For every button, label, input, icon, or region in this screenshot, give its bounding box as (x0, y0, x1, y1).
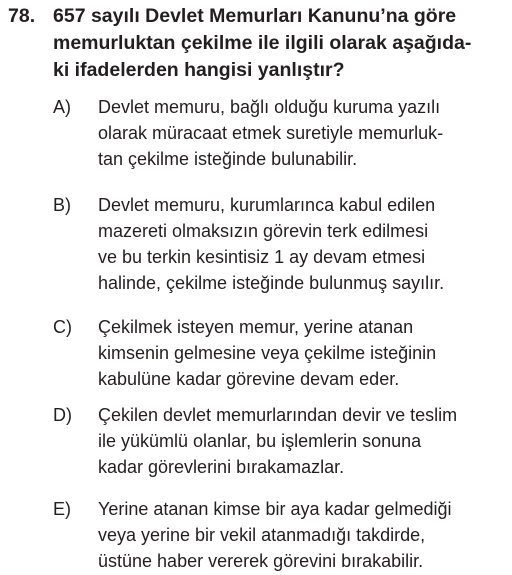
option-letter: D) (53, 405, 72, 425)
option-text-line: tan çekilme isteğinde bulunabilir. (98, 149, 358, 169)
option-text-line: Devlet memuru, bağlı olduğu kuruma yazılı (98, 97, 441, 117)
option-text-line: ile yükümlü olanlar, bu işlemlerin sonuna (98, 431, 422, 451)
option-text-line: olarak müracaat etmek suretiyle memurluk- (98, 123, 444, 143)
option-letter: E) (53, 499, 71, 519)
option-text-line: ve bu terkin kesintisiz 1 ay devam etmesi (98, 247, 426, 267)
option-text-line: Çekilen devlet memurlarından devir ve teslim (98, 405, 458, 425)
option-text-line: mazereti olmaksızın görevin terk edilmesi (98, 221, 429, 241)
option-text-line: kimsenin gelmesine veya çekilme isteğinin (98, 343, 437, 363)
option-text-line: Yerine atanan kimse bir aya kadar gelmediği (98, 499, 452, 519)
option-text-line: kadar görevlerini bırakamazlar. (98, 457, 345, 477)
option-text-line: kabulüne kadar görevine devam eder. (98, 369, 400, 389)
option-text (98, 402, 510, 480)
option-text-line: veya yerine bir vekil atanmadığı takdirde, (98, 525, 426, 545)
option-text (98, 314, 510, 392)
option-text-line: Çekilmek isteyen memur, yerine atanan (98, 317, 414, 337)
option-text-line: halinde, çekilme isteğinde bulunmuş sayılır. (98, 273, 445, 293)
option-text (98, 94, 510, 172)
option-text (98, 192, 510, 296)
question-stem-line: memurluktan çekilme ile ilgili olarak aşağıda- (53, 32, 472, 54)
option-text-line: Devlet memuru, kurumlarınca kabul edilen (98, 195, 436, 215)
question-stem (53, 3, 508, 84)
option-letter: C) (53, 317, 72, 337)
question-stem-line: ki ifadelerden hangisi yanlıştır? (53, 59, 345, 81)
option-text-line: üstüne haber vererek görevini bırakabilir. (98, 551, 424, 571)
option-letter: B) (53, 195, 71, 215)
question-number: 78. (8, 5, 36, 27)
question-stem-line: 657 sayılı Devlet Memurları Kanunu’na göre (53, 5, 457, 27)
option-letter: A) (53, 97, 71, 117)
option-text (98, 496, 510, 574)
